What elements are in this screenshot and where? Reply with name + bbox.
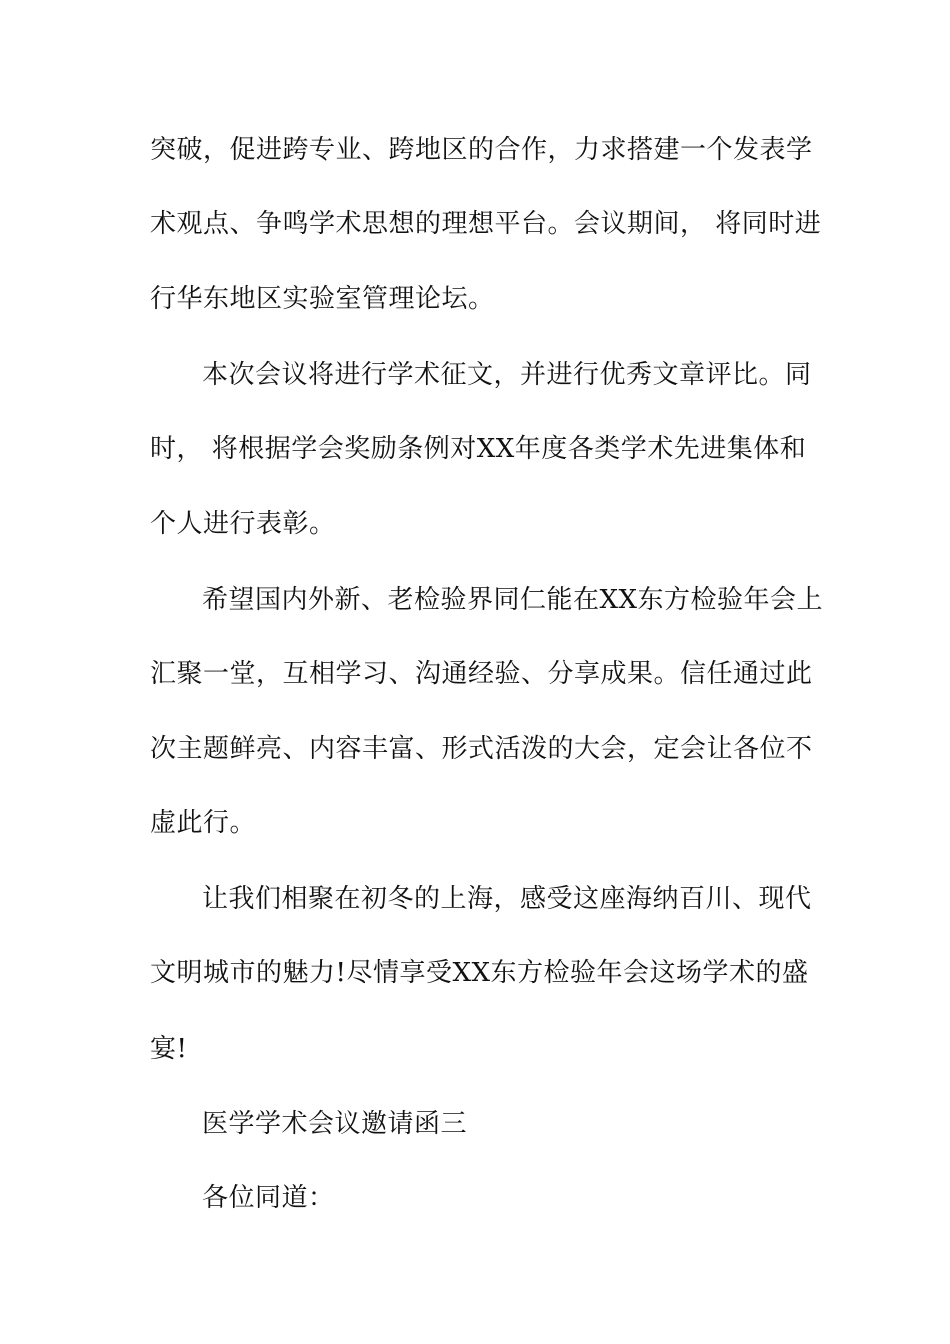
salutation: 各位同道： (202, 1183, 335, 1213)
text-line: 时， 将根据学会奖励条例对XX年度各类学术先进集体和 (150, 434, 807, 464)
section-heading: 医学学术会议邀请函三 (202, 1109, 468, 1139)
paragraph-first-line: 让我们相聚在初冬的上海，感受这座海纳百川、现代 (202, 884, 812, 914)
text-line: 突破，促进跨专业、跨地区的合作，力求搭建一个发表学 (150, 135, 813, 165)
text-line: 个人进行表彰。 (150, 509, 336, 539)
text-line: 文明城市的魅力!尽情享受XX东方检验年会这场学术的盛 (150, 958, 809, 988)
paragraph-first-line: 本次会议将进行学术征文，并进行优秀文章评比。同 (202, 360, 812, 390)
paragraph-first-line: 希望国内外新、老检验界同仁能在XX东方检验年会上 (202, 585, 824, 615)
text-line: 宴! (150, 1034, 188, 1064)
text-line: 汇聚一堂，互相学习、沟通经验、分享成果。信任通过此 (150, 659, 813, 689)
text-line: 行华东地区实验室管理论坛。 (150, 284, 495, 314)
text-line: 次主题鲜亮、内容丰富、形式活泼的大会，定会让各位不 (150, 734, 813, 764)
text-line: 术观点、争鸣学术思想的理想平台。会议期间， 将同时进 (150, 209, 822, 239)
text-line: 虚此行。 (150, 808, 257, 838)
